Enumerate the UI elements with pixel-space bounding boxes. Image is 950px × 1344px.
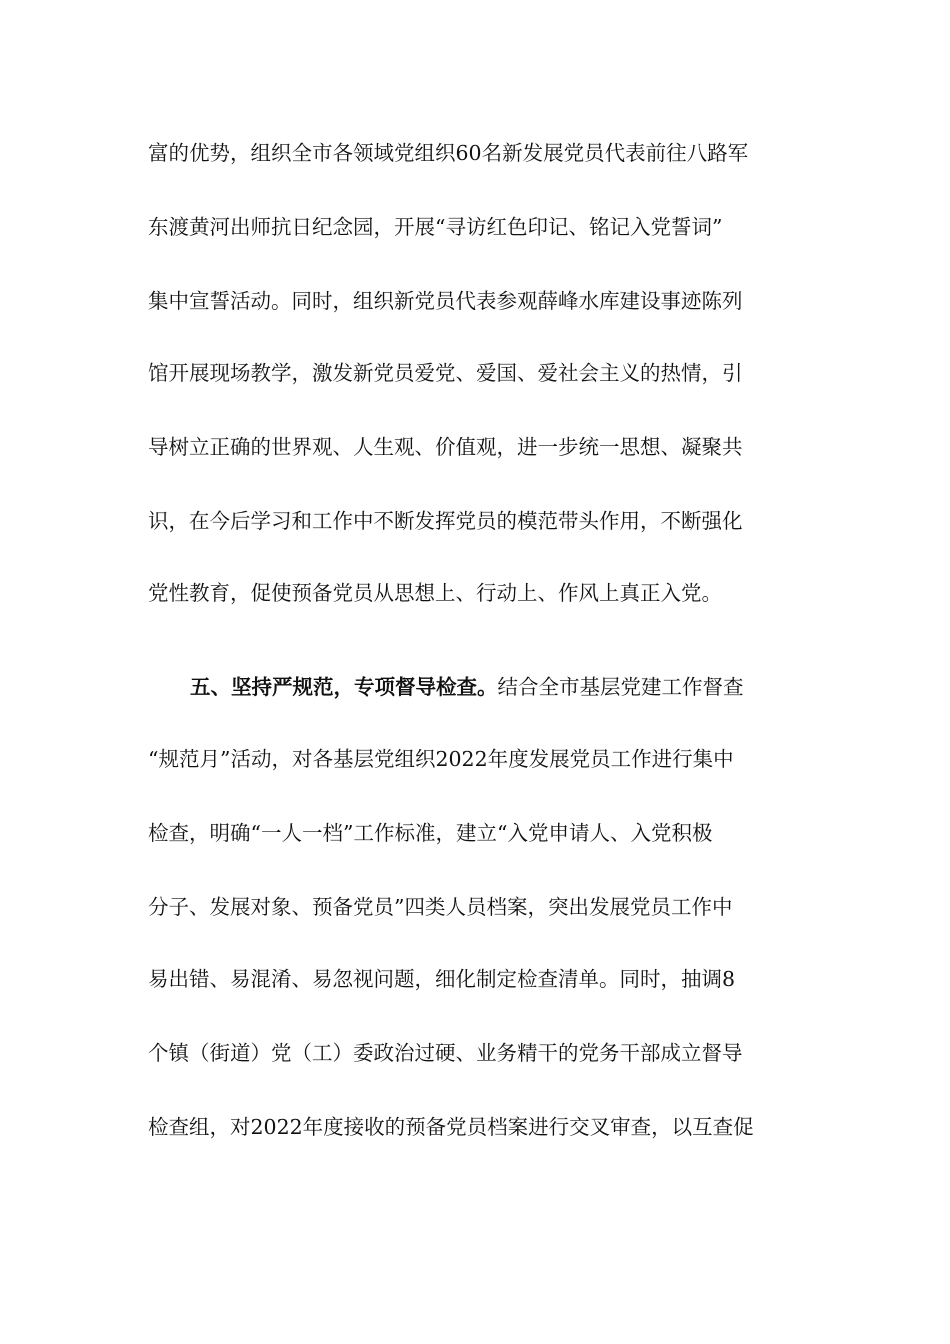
text-line: 检查组，对2022年度接收的预备党员档案进行交叉审查，以互查促: [148, 1115, 754, 1139]
text-line: 识，在今后学习和工作中不断发挥党员的模范带头作用，不断强化: [148, 509, 743, 533]
text-line: “规范月”活动，对各基层党组织2022年度发展党员工作进行集中: [148, 747, 734, 771]
section-heading: 五、坚持严规范，专项督导检查。: [190, 675, 498, 699]
text-line: 检查，明确“一人一档”工作标准，建立“入党申请人、入党积极: [148, 821, 713, 845]
section-first-line: [190, 670, 810, 704]
text-line: 导树立正确的世界观、人生观、价值观，进一步统一思想、凝聚共: [148, 435, 743, 459]
text-line: 分子、发展对象、预备党员”四类人员档案，突出发展党员工作中: [148, 895, 733, 919]
text-line: 个镇（街道）党（工）委政治过硬、业务精干的党务干部成立督导: [148, 1041, 743, 1065]
text-line: 集中宣誓活动。同时，组织新党员代表参观薛峰水库建设事迹陈列: [148, 289, 743, 313]
text-line: 富的优势，组织全市各领域党组织60名新发展党员代表前往八路军: [148, 141, 749, 165]
text-line: 东渡黄河出师抗日纪念园，开展“寻访红色印记、铭记入党誓词”: [148, 215, 723, 239]
text-line: 馆开展现场教学，激发新党员爱党、爱国、爱社会主义的热情，引: [148, 361, 743, 385]
section-first-line-text: 结合全市基层党建工作督查: [497, 675, 744, 699]
text-line: 党性教育，促使预备党员从思想上、行动上、作风上真正入党。: [148, 581, 722, 605]
text-line: 易出错、易混淆、易忽视问题，细化制定检查清单。同时，抽调8: [148, 967, 736, 991]
